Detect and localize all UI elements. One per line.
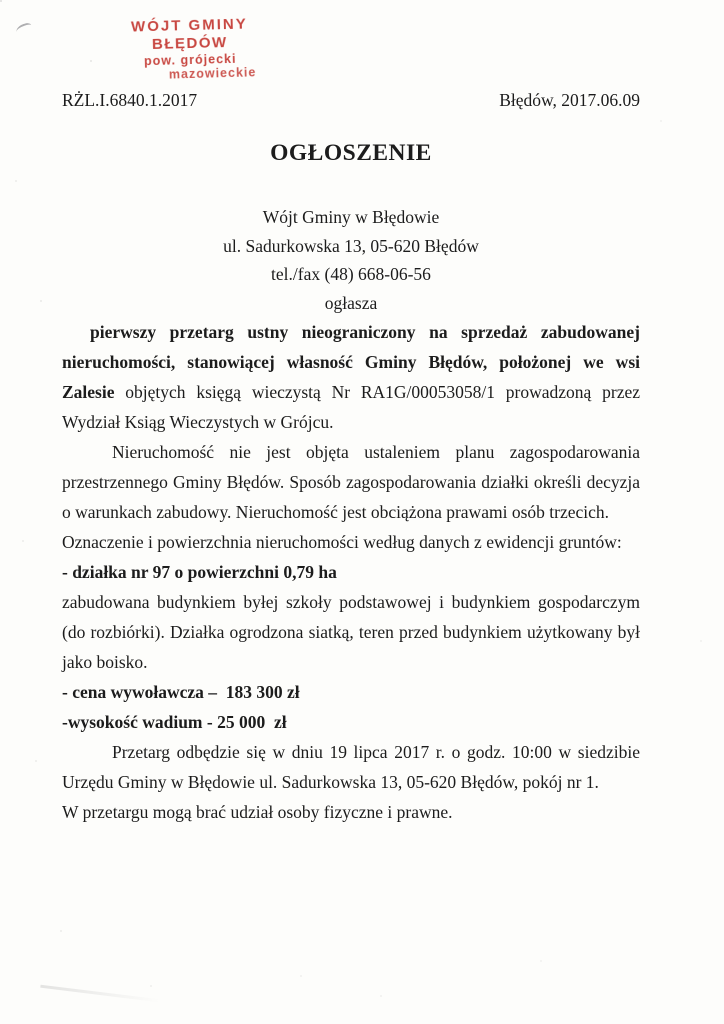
paragraph-participants: W przetargu mogą brać udział osoby fizyczne i prawne. (62, 802, 453, 822)
issuer-phone: tel./fax (48) 668-06-56 (271, 264, 431, 284)
paragraph-auction-date: Przetarg odbędzie się w dniu 19 lipca 2017 r. o godz. 10:00 w siedzibie Urzędu Gminy w Błędowie ul. Sadurkowska 13, 05-620 Błędów, pokój nr 1. (62, 742, 640, 792)
registry-heading: Oznaczenie i powierzchnia nieruchomości według danych z ewidencji gruntów: (62, 532, 622, 552)
issuer-block (62, 203, 640, 317)
reference-row (62, 85, 640, 115)
paragraph-auction-subject (62, 317, 640, 437)
paragraph-auction-subject-rest: objętych księgą wieczystą Nr RA1G/00053058/1 prowadzoną przez Wydział Ksiąg Wieczystych w Grójcu. (62, 382, 640, 432)
paragraph-auction-subject-bold: pierwszy przetarg ustny nieograniczony na sprzedaż zabudowanej nieruchomości, stanowiącej własność Gminy Błędów, położonej we wsi Zalesie (62, 322, 640, 402)
stamp-line-voivodeship: mazowieckie (168, 64, 257, 82)
issuer-address: ul. Sadurkowska 13, 05-620 Błędów (223, 235, 479, 256)
stamp-line-authority: WÓJT GMINY (130, 15, 248, 36)
deposit-amount-line: -wysokość wadium - 25 000 zł (62, 712, 287, 732)
paragraph-zoning: Nieruchomość nie jest objęta ustaleniem planu zagospodarowania przestrzennego Gminy Błędów. Sposób zagospodarowania działki określi decyzja o warunkach zabudowy. Nieruchomość jest obciążona prawami osób trzecich. (62, 442, 640, 522)
paragraph-buildings: zabudowana budynkiem byłej szkoły podstawowej i budynkiem gospodarczym (do rozbiórki). Działka ogrodzona siatką, teren przed budynkiem użytkowany był jako boisko. (62, 592, 640, 672)
plot-details-line: - działka nr 97 o powierzchni 0,79 ha (62, 562, 337, 582)
stamp-line-town: BŁĘDÓW (151, 33, 228, 53)
stamp-line-county: pow. grójecki (143, 51, 237, 68)
reference-number: RŻL.I.6840.1.2017 (62, 90, 198, 110)
scan-smudge (40, 985, 159, 1003)
issuer-announce-word: ogłasza (324, 292, 378, 313)
document-title: OGŁOSZENIE (270, 140, 432, 166)
issuer-name: Wójt Gminy w Błędowie (262, 207, 440, 227)
place-and-date: Błędów, 2017.06.09 (499, 90, 640, 110)
starting-price-line: - cena wywoławcza – 183 300 zł (62, 682, 300, 702)
